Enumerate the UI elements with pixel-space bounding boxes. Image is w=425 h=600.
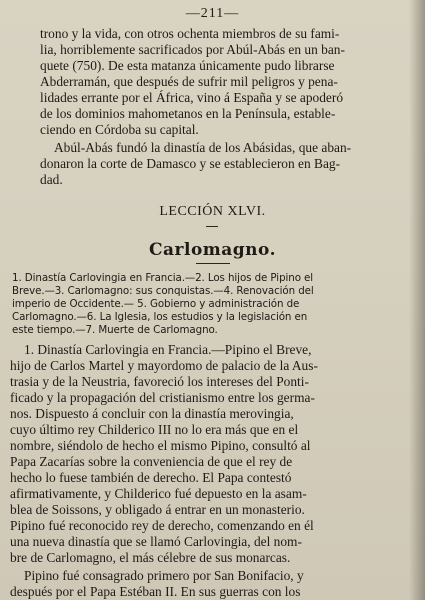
text-line: trono y la vida, con otros ochenta miembros de su fami- (40, 26, 340, 41)
text-line: Abderramán, que después de sufrir mil peligros y pena- (40, 74, 338, 89)
heading-divider (206, 226, 218, 227)
summary-line: Carlomagno.—6. La Iglesia, los estudios y la legislación en (12, 311, 308, 323)
lesson-heading: LECCIÓN XLVI. (159, 204, 266, 219)
text-line: bre de Carlomagno, el más célebre de sus monarcas. (10, 550, 291, 565)
text-line: ficado y la propagación del cristianismo entre los germa- (10, 390, 315, 405)
text-line: Pipino fué consagrado primero por San Bonifacio, y (24, 568, 304, 583)
text-line: Papa Zacarías sobre la conveniencia de que el rey de (10, 454, 293, 469)
text-line: trasia y de la Neustria, favoreció los intereses del Ponti- (10, 374, 309, 389)
page-edge-shadow (409, 0, 425, 600)
text-line: Pipino fué reconocido rey de derecho, comenzando en él (10, 518, 314, 533)
text-line: una nueva dinastía que se llamó Carlovingia, del nom- (10, 534, 302, 549)
text-line: Abúl-Abás fundó la dinastía de los Abásidas, que aban- (54, 140, 352, 155)
text-line: ciendo en Córdoba su capital. (40, 122, 199, 137)
text-line: hecho lo fuese también de derecho. El Papa contestó (10, 470, 292, 485)
text-line: dad. (40, 172, 63, 187)
summary-line: 1. Dinastía Carlovingia en Francia.—2. Los hijos de Pipino el (12, 272, 314, 284)
summary-line: Breve.—3. Carlomagno: sus conquistas.—4. Renovación del (12, 285, 314, 297)
text-line: lia, horriblemente sacrificados por Abúl-Abás en un ban- (40, 42, 345, 57)
page-number: —211— (185, 6, 240, 21)
text-line: después por el Papa Estéban II. En sus guerras con los (10, 584, 301, 599)
text-line: blea de Soissons, y obligado á entrar en un monasterio. (10, 502, 305, 517)
summary-line: este tiempo.—7. Muerte de Carlomagno. (12, 324, 218, 336)
text-line: nombre, siéndolo de hecho el mismo Pipino, consultó al (10, 438, 311, 453)
text-line: afirmativamente, y Childerico fué depuesto en la asam- (10, 486, 307, 501)
text-line: donaron la corte de Damasco y se establecieron en Bag- (40, 156, 341, 171)
text-line: quete (750). De esta matanza únicamente pudo librarse (40, 58, 335, 73)
chapter-title: Carlomagno. (148, 240, 276, 260)
text-line: lidades errante por el África, vino á España y se apoderó (40, 90, 344, 105)
text-line: de los dominios mahometanos en la Península, estable- (40, 106, 336, 121)
summary-line: imperio de Occidente.— 5. Gobierno y administración de (12, 298, 300, 310)
title-underline (196, 263, 230, 264)
text-line: 1. Dinastía Carlovingia en Francia.—Pipino el Breve, (24, 342, 312, 357)
text-line: nos. Dispuesto á concluir con la dinastía merovingia, (10, 406, 294, 421)
text-line: hijo de Carlos Martel y mayordomo de palacio de la Aus- (10, 358, 318, 373)
text-line: cuyo último rey Childerico III no lo era más que en el (10, 422, 299, 437)
